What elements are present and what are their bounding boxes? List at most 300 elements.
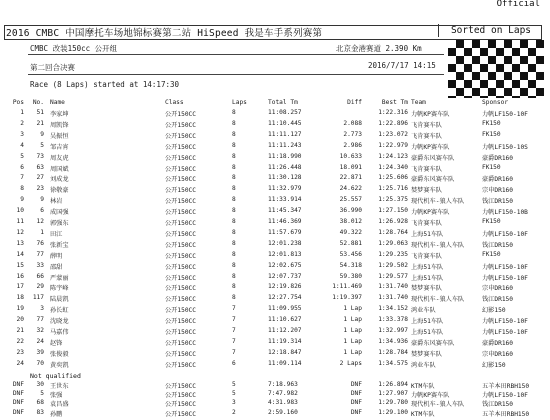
- cell-sponsor: 力帆LF150-10F: [482, 329, 528, 336]
- cell-team: 婪梦赛车队: [411, 350, 442, 358]
- cell-pos: 8: [20, 185, 24, 193]
- cell-team: 鸿业车队: [411, 361, 436, 369]
- cell-no: 9: [40, 196, 44, 204]
- cell-no: 9: [40, 130, 44, 138]
- cell-best: 1:29.780: [378, 399, 408, 407]
- cell-class: 公开150CC: [165, 176, 197, 184]
- cell-class: 公开150CC: [165, 401, 197, 409]
- cell-total: 4:31.983: [268, 399, 298, 407]
- cell-sponsor: 钱江DR150: [482, 198, 514, 206]
- cell-name: 成国强: [50, 209, 69, 217]
- cell-best: 1:29.100: [378, 408, 408, 416]
- cell-no: 5: [40, 141, 44, 149]
- cell-name: 张强: [50, 392, 63, 400]
- cell-diff: 1:11.469: [332, 283, 362, 291]
- cell-team: 飞肯赛车队: [411, 252, 442, 260]
- cell-best: 1:34.152: [378, 305, 408, 313]
- cell-name: 周友虎: [50, 154, 69, 162]
- table-row: [0, 185, 550, 196]
- cell-laps: 8: [232, 272, 236, 280]
- cell-no: 66: [36, 272, 44, 280]
- cell-pos: DNF: [12, 390, 24, 398]
- cell-name: 袁昌盛: [50, 401, 69, 409]
- cell-no: 76: [36, 239, 44, 247]
- cell-laps: 7: [232, 316, 236, 324]
- cell-name: 刘成龙: [50, 176, 69, 184]
- cell-pos: 23: [16, 348, 24, 356]
- cell-total: 11:46.369: [268, 218, 302, 225]
- cell-name: 孙鹏: [50, 410, 63, 418]
- cell-class: 公开150CC: [165, 361, 197, 369]
- table-row: [0, 196, 550, 207]
- cell-pos: 2: [20, 119, 24, 127]
- cell-class: 公开150CC: [165, 410, 197, 418]
- cell-class: 公开150CC: [165, 350, 197, 358]
- cell-name: 郭强东: [50, 220, 69, 227]
- cell-team: KTM车队: [411, 383, 435, 390]
- cell-class: 公开150CC: [165, 339, 197, 347]
- cell-sponsor: 力帆LF150-10F: [482, 392, 528, 400]
- cell-team: 飞肯赛车队: [411, 132, 442, 140]
- cell-name: 邹吉宵: [50, 143, 69, 151]
- cell-sponsor: 力帆LF150-10F: [482, 263, 528, 271]
- table-row: [0, 142, 550, 153]
- col-name: Name: [50, 99, 65, 106]
- cell-class: 公开150CC: [165, 252, 197, 260]
- cell-total: 11:09.955: [268, 305, 302, 313]
- col-sponsor: Sponsor: [482, 99, 509, 106]
- table-row: [0, 273, 550, 284]
- cell-sponsor: 宗申DR160: [482, 350, 514, 358]
- cell-sponsor: 五羊本田RBH150: [482, 383, 530, 390]
- cell-diff: 2.986: [343, 141, 362, 149]
- cell-name: 张新宝: [50, 241, 69, 249]
- cell-name: 孙长虹: [50, 307, 69, 315]
- col-best: Best Tm: [381, 99, 408, 106]
- cell-laps: 8: [232, 174, 236, 182]
- cell-pos: 6: [20, 163, 24, 171]
- cell-team: 婪梦赛车队: [411, 285, 442, 293]
- cell-class: 公开150CC: [165, 285, 197, 293]
- cell-laps: 7: [232, 348, 236, 356]
- cell-pos: 10: [16, 207, 24, 215]
- cell-name: 邵甜: [50, 263, 63, 271]
- table-row: [0, 360, 550, 371]
- cell-diff: 1 Lap: [343, 327, 362, 334]
- cell-name: 黄奕凯: [50, 361, 69, 369]
- cell-best: 1:32.997: [378, 327, 408, 334]
- cell-sponsor: 力帆LF150-10F: [482, 274, 528, 282]
- cell-total: 12:07.737: [268, 272, 302, 280]
- cell-no: 21: [36, 119, 44, 127]
- not-qualified-label: Not qualified: [30, 372, 81, 380]
- cell-name: 沈晓龙: [50, 318, 69, 326]
- cell-diff: 24.622: [339, 185, 362, 193]
- table-row: [0, 327, 550, 338]
- cell-best: 1:28.764: [378, 228, 408, 236]
- cell-team: 力帆KP赛车队: [411, 111, 450, 118]
- cell-best: 1:25.606: [378, 174, 408, 182]
- cell-diff: 59.380: [339, 272, 362, 280]
- cell-sponsor: 五羊本田RBH150: [482, 410, 530, 418]
- cell-sponsor: 力帆LF150-10S: [482, 143, 528, 151]
- cell-diff: DNF: [350, 381, 362, 388]
- table-row: [0, 131, 550, 142]
- cell-team: 鸿业车队: [411, 307, 436, 315]
- col-pos: Pos: [12, 99, 24, 106]
- cell-best: 1:34.936: [378, 337, 408, 345]
- cell-team: 现代机车-狼人车队: [411, 198, 465, 206]
- cell-team: 飞肯赛车队: [411, 165, 442, 173]
- cell-class: 公开150CC: [165, 209, 197, 217]
- cell-best: 1:22.316: [378, 109, 408, 116]
- cell-team: 上海51车队: [411, 274, 444, 282]
- cell-sponsor: 钱江DR150: [482, 296, 514, 304]
- cell-no: 24: [36, 337, 44, 345]
- page-title: 2016 CMBC 中国摩托车场地锦标赛第二站 HiSpeed 我是车手系列赛第: [6, 28, 323, 39]
- table-row: [0, 229, 550, 240]
- cell-laps: 7: [232, 327, 236, 334]
- cell-pos: 16: [16, 272, 24, 280]
- cell-name: 周国斌: [50, 165, 69, 173]
- cell-laps: 8: [232, 207, 236, 215]
- cell-total: 11:45.347: [268, 207, 302, 215]
- cell-total: 11:08.257: [268, 109, 302, 116]
- cell-laps: 8: [232, 228, 236, 236]
- cell-total: 11:32.979: [268, 185, 302, 193]
- cell-laps: 8: [232, 152, 236, 160]
- cell-diff: DNF: [350, 390, 362, 398]
- cell-total: 11:30.128: [268, 174, 302, 182]
- cell-team: 力帆KP赛车队: [411, 209, 450, 217]
- cell-no: 32: [36, 327, 44, 334]
- cell-name: 张俊毅: [50, 350, 69, 358]
- cell-best: 1:29.577: [378, 272, 408, 280]
- cell-pos: 13: [16, 239, 24, 247]
- cell-pos: 5: [20, 152, 24, 160]
- cell-best: 1:29.502: [378, 261, 408, 269]
- cell-laps: 7: [232, 305, 236, 313]
- cell-diff: 2.773: [343, 130, 362, 138]
- cell-diff: 25.557: [339, 196, 362, 204]
- cell-total: 11:10.445: [268, 119, 302, 127]
- cell-no: 23: [36, 185, 44, 193]
- cell-class: 公开150CC: [165, 274, 197, 282]
- cell-diff: 10.633: [339, 152, 362, 160]
- cell-laps: 8: [232, 119, 236, 127]
- cell-sponsor: 豪爵DR160: [482, 339, 514, 347]
- cell-pos: DNF: [12, 408, 24, 416]
- cell-name: 严蒙丽: [50, 274, 69, 282]
- cell-team: 现代机车-狼人车队: [411, 401, 465, 409]
- cell-name: 周凯锋: [50, 121, 69, 129]
- cell-laps: 8: [232, 141, 236, 149]
- table-row: [0, 349, 550, 360]
- cell-pos: 12: [16, 228, 24, 236]
- cell-best: 1:27.907: [378, 390, 408, 398]
- cell-class: 公开150CC: [165, 296, 197, 304]
- cell-class: 公开150CC: [165, 329, 197, 336]
- cell-sponsor: 力帆LF150-10F: [482, 111, 528, 118]
- cell-team: 上海51车队: [411, 230, 444, 238]
- cell-laps: 8: [232, 163, 236, 171]
- cell-pos: 20: [16, 316, 24, 324]
- cell-team: 上海51车队: [411, 329, 444, 336]
- cell-sponsor: 力帆LF150-10F: [482, 318, 528, 326]
- cell-pos: 22: [16, 337, 24, 345]
- cell-name: 林岩: [50, 198, 63, 206]
- cell-laps: 8: [232, 250, 236, 258]
- session-datetime: 2016/7/17 14:15: [368, 61, 436, 70]
- cell-diff: 2 Laps: [339, 359, 362, 367]
- checkered-flag-icon: [448, 40, 544, 98]
- cell-class: 公开150CC: [165, 132, 197, 140]
- cell-team: 豪爵东风赛车队: [411, 154, 455, 162]
- cell-pos: DNF: [12, 399, 24, 407]
- cell-best: 1:24.123: [378, 152, 408, 160]
- cell-team: 飞肯赛车队: [411, 121, 442, 129]
- cell-total: 11:12.207: [268, 327, 302, 334]
- cell-laps: 8: [232, 130, 236, 138]
- table-row: [0, 316, 550, 327]
- col-team: Team: [411, 99, 426, 106]
- cell-no: 63: [36, 163, 44, 171]
- cell-total: 12:01.813: [268, 250, 302, 258]
- cell-diff: 1 Lap: [343, 348, 362, 356]
- cell-laps: 8: [232, 196, 236, 204]
- cell-name: 王世东: [50, 383, 69, 390]
- table-row: [0, 305, 550, 316]
- table-row: [0, 262, 550, 273]
- table-row: [0, 338, 550, 349]
- cell-best: 1:31.740: [378, 283, 408, 291]
- cell-no: 33: [36, 261, 44, 269]
- cell-laps: 8: [232, 185, 236, 193]
- cell-best: 1:22.896: [378, 119, 408, 127]
- cell-team: 力帆KP赛车队: [411, 143, 450, 151]
- cell-diff: 1 Lap: [343, 305, 362, 313]
- cell-sponsor: FK150: [482, 130, 501, 138]
- table-row: [0, 207, 550, 218]
- col-total: Total Tm: [268, 99, 298, 106]
- cell-no: 1: [40, 228, 44, 236]
- cell-total: 11:26.448: [268, 163, 302, 171]
- cell-best: 1:26.928: [378, 218, 408, 225]
- cell-total: 7:47.982: [268, 390, 298, 398]
- cell-diff: 22.871: [339, 174, 362, 182]
- cell-no: 27: [36, 174, 44, 182]
- group-label: CMBC 改装150cc 公开组: [30, 44, 118, 53]
- cell-total: 12:02.675: [268, 261, 302, 269]
- cell-pos: 19: [16, 305, 24, 313]
- cell-name: 陈宇峰: [50, 285, 69, 293]
- cell-diff: 18.091: [339, 163, 362, 171]
- cell-class: 公开150CC: [165, 198, 197, 206]
- cell-total: 2:59.160: [268, 408, 298, 416]
- table-row: [0, 294, 550, 305]
- table-row: [0, 251, 550, 262]
- cell-laps: 3: [232, 399, 236, 407]
- cell-pos: 17: [16, 283, 24, 291]
- official-label: Official: [496, 0, 540, 9]
- cell-diff: 1 Lap: [343, 337, 362, 345]
- cell-team: 婪梦赛车队: [411, 187, 442, 195]
- table-row: [0, 283, 550, 294]
- cell-class: 公开150CC: [165, 383, 197, 390]
- cell-sponsor: 钱江DR150: [482, 241, 514, 249]
- cell-best: 1:29.235: [378, 250, 408, 258]
- cell-total: 12:01.238: [268, 239, 302, 247]
- cell-pos: DNF: [12, 381, 24, 388]
- cell-pos: 14: [16, 250, 24, 258]
- cell-no: 12: [36, 218, 44, 225]
- cell-best: 1:25.375: [378, 196, 408, 204]
- cell-pos: 11: [16, 218, 24, 225]
- cell-sponsor: 宗申DR160: [482, 187, 514, 195]
- cell-diff: 52.881: [339, 239, 362, 247]
- cell-total: 12:27.754: [268, 294, 302, 302]
- cell-laps: 8: [232, 283, 236, 291]
- cell-total: 12:19.826: [268, 283, 302, 291]
- cell-total: 11:09.114: [268, 359, 302, 367]
- cell-class: 公开150CC: [165, 318, 197, 326]
- col-class: Class: [165, 99, 184, 106]
- cell-sponsor: FK150: [482, 250, 501, 258]
- cell-class: 公开150CC: [165, 263, 197, 271]
- cell-class: 公开150CC: [165, 392, 197, 400]
- cell-no: 77: [36, 250, 44, 258]
- cell-best: 1:25.716: [378, 185, 408, 193]
- sort-indicator: Sorted on Laps: [438, 24, 543, 37]
- cell-laps: 5: [232, 381, 236, 388]
- cell-no: 77: [36, 316, 44, 324]
- race-info: Race (8 Laps) started at 14:17:30: [30, 80, 180, 89]
- cell-class: 公开150CC: [165, 187, 197, 195]
- cell-no: 117: [32, 294, 44, 302]
- cell-diff: 1 Lap: [343, 316, 362, 324]
- session-label: 第二回合决赛: [30, 63, 75, 72]
- cell-best: 1:27.150: [378, 207, 408, 215]
- cell-no: 70: [36, 359, 44, 367]
- cell-class: 公开150CC: [165, 241, 197, 249]
- cell-diff: 54.318: [339, 261, 362, 269]
- cell-no: 83: [36, 408, 44, 416]
- cell-class: 公开150CC: [165, 165, 197, 173]
- cell-no: 29: [36, 283, 44, 291]
- cell-team: 现代机车-狼人车队: [411, 241, 465, 249]
- cell-laps: 8: [232, 109, 236, 116]
- cell-sponsor: 力帆LF150-10B: [482, 209, 528, 217]
- cell-pos: 3: [20, 130, 24, 138]
- table-row: [0, 218, 550, 229]
- divider: [28, 74, 444, 75]
- cell-best: 1:26.894: [378, 381, 408, 388]
- cell-diff: 1:19.397: [332, 294, 362, 302]
- cell-laps: 5: [232, 390, 236, 398]
- cell-sponsor: 宗申DR160: [482, 285, 514, 293]
- cell-team: KTM车队: [411, 410, 435, 418]
- table-row: [0, 409, 550, 420]
- col-laps: Laps: [232, 99, 247, 106]
- cell-best: 1:34.575: [378, 359, 408, 367]
- cell-best: 1:29.063: [378, 239, 408, 247]
- table-row: [0, 164, 550, 175]
- cell-sponsor: 豪爵DR160: [482, 154, 514, 162]
- cell-name: 李家坤: [50, 111, 69, 118]
- cell-total: 11:19.314: [268, 337, 302, 345]
- cell-name: 薛明: [50, 252, 63, 260]
- cell-laps: 8: [232, 294, 236, 302]
- cell-class: 公开150CC: [165, 111, 197, 118]
- cell-team: 现代机车-狼人车队: [411, 296, 465, 304]
- cell-class: 公开150CC: [165, 307, 197, 315]
- cell-team: 豪爵东风赛车队: [411, 339, 455, 347]
- cell-sponsor: FK150: [482, 163, 501, 171]
- cell-total: 11:11.243: [268, 141, 302, 149]
- cell-sponsor: FK150: [482, 218, 501, 225]
- cell-diff: DNF: [350, 408, 362, 416]
- cell-pos: 18: [16, 294, 24, 302]
- cell-best: 1:22.979: [378, 141, 408, 149]
- cell-total: 7:18.963: [268, 381, 298, 388]
- cell-pos: 4: [20, 141, 24, 149]
- cell-pos: 1: [20, 109, 24, 116]
- cell-sponsor: 幻影150: [482, 361, 506, 369]
- cell-best: 1:23.072: [378, 130, 408, 138]
- cell-laps: 8: [232, 261, 236, 269]
- cell-team: 上海51车队: [411, 263, 444, 271]
- col-diff: Diff: [347, 99, 362, 106]
- cell-team: 力帆KP赛车队: [411, 392, 450, 400]
- cell-no: 39: [36, 348, 44, 356]
- cell-diff: 36.990: [339, 207, 362, 215]
- cell-no: 73: [36, 152, 44, 160]
- cell-no: 30: [36, 381, 44, 388]
- cell-team: 上海51车队: [411, 318, 444, 326]
- table-row: [0, 120, 550, 131]
- cell-pos: 7: [20, 174, 24, 182]
- cell-sponsor: 力帆LF150-10F: [482, 230, 528, 238]
- table-row: [0, 153, 550, 164]
- cell-pos: 9: [20, 196, 24, 204]
- cell-sponsor: 幻影150: [482, 307, 506, 315]
- cell-no: 51: [36, 109, 44, 116]
- cell-no: 5: [40, 390, 44, 398]
- cell-best: 1:31.740: [378, 294, 408, 302]
- cell-sponsor: FK150: [482, 119, 501, 127]
- cell-diff: 49.322: [339, 228, 362, 236]
- cell-no: 68: [36, 399, 44, 407]
- table-row: [0, 240, 550, 251]
- cell-total: 11:18.990: [268, 152, 302, 160]
- cell-name: 赵锋: [50, 339, 63, 347]
- cell-name: 徐敬豪: [50, 187, 69, 195]
- cell-sponsor: 钱江DR150: [482, 401, 514, 409]
- cell-best: 1:33.378: [378, 316, 408, 324]
- divider: [28, 54, 444, 55]
- cell-diff: DNF: [350, 399, 362, 407]
- cell-laps: 2: [232, 408, 236, 416]
- cell-laps: 6: [232, 359, 236, 367]
- cell-total: 11:11.127: [268, 130, 302, 138]
- cell-best: 1:24.340: [378, 163, 408, 171]
- cell-name: 田江: [50, 230, 63, 238]
- cell-no: 3: [40, 305, 44, 313]
- cell-laps: 8: [232, 218, 236, 225]
- cell-class: 公开150CC: [165, 154, 197, 162]
- cell-laps: 8: [232, 239, 236, 247]
- cell-total: 11:57.679: [268, 228, 302, 236]
